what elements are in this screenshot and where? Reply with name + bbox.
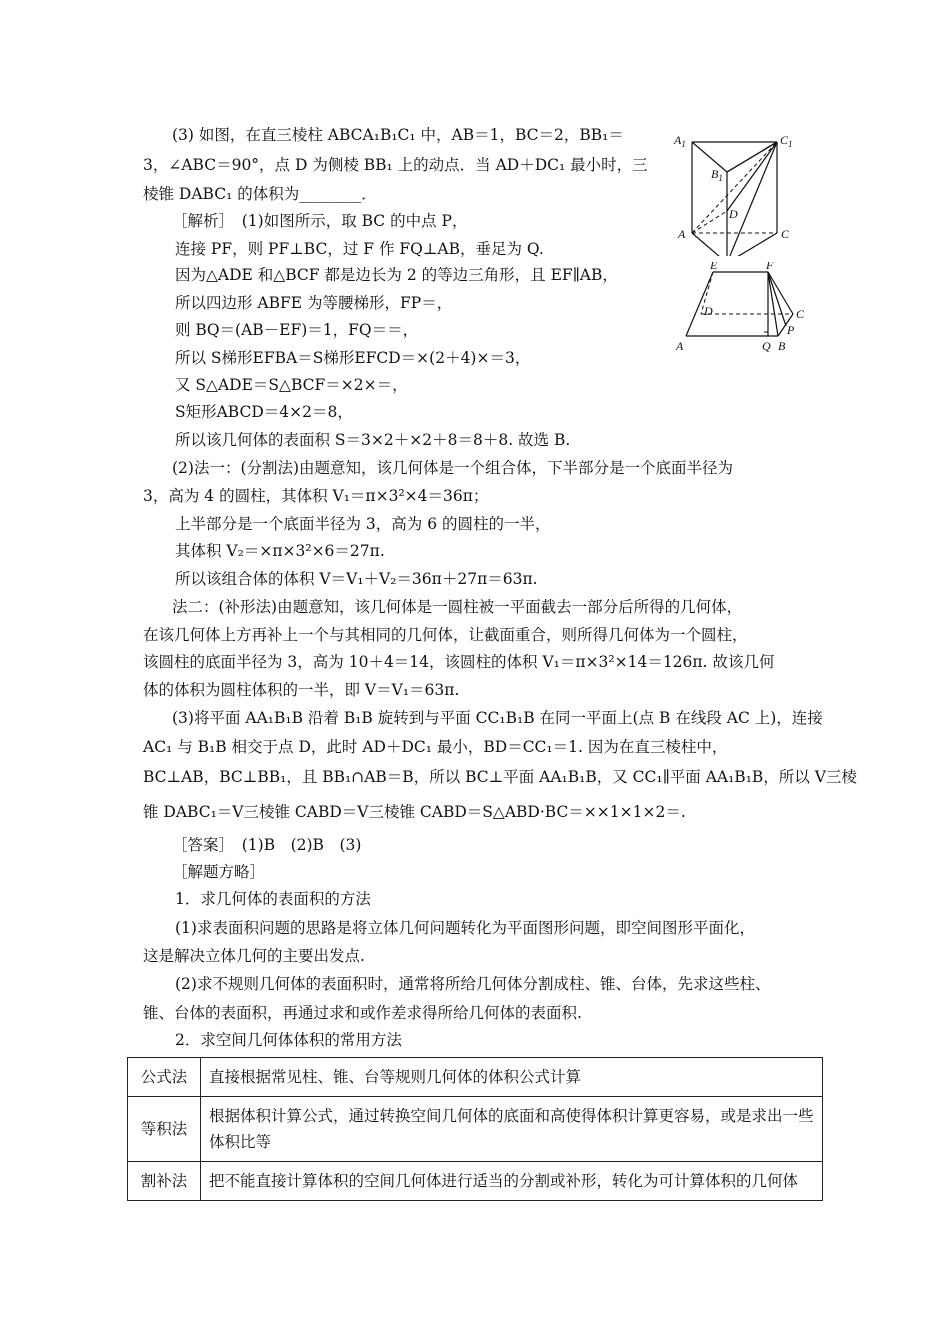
problem3-line-1: (3) 如图，在直三棱柱 ABCA₁B₁C₁ 中，AB＝1，BC＝2，BB₁＝ (172, 126, 624, 144)
solution-line-11: 3，高为 4 的圆柱，其体积 V₁＝π×3²×4＝36π； (143, 487, 489, 505)
method-desc: 直接根据常见柱、锥、台等规则几何体的体积公式计算 (201, 1058, 823, 1097)
volume-methods-table (127, 1057, 823, 1201)
solution-line-3: 因为△ADE 和△BCF 都是边长为 2 的等边三角形，且 EF∥AB， (175, 266, 618, 284)
trap-label-B: B (778, 339, 786, 353)
solution-line-13: 其体积 V₂＝×π×3²×6＝27π. (175, 542, 385, 560)
strategy-line-2: (1)求表面积问题的思路是将立体几何问题转化为平面图形问题，即空间图形平面化， (175, 919, 755, 937)
prism-label-C1: $C_1$ (780, 133, 793, 149)
trap-label-F: F (766, 262, 774, 272)
solution-line-6: 所以 S梯形EFBA＝S梯形EFCD＝×(2＋4)×＝3， (175, 349, 531, 367)
trapezoid-figure (668, 262, 818, 357)
strategy-line-1: 1．求几何体的表面积的方法 (175, 890, 371, 908)
prism-figure (668, 126, 818, 256)
prism-label-A1: $A_1$ (674, 133, 686, 149)
solution-line-10: (2)法一：(分割法)由题意知，该几何体是一个组合体，下半部分是一个底面半径为 (172, 459, 734, 477)
method-name: 割补法 (128, 1162, 201, 1201)
answer-line: ［答案］ (1)B (2)B (3) (172, 836, 362, 854)
prism-label-D: D (729, 207, 738, 221)
solution-line-16: 在该几何体上方再补上一个与其相同的几何体，让截面重合，则所得几何体为一个圆柱， (143, 626, 748, 644)
trap-label-Q: Q (762, 339, 771, 353)
method-desc: 把不能直接计算体积的空间几何体进行适当的分割或补形，转化为可计算体积的几何体 (201, 1162, 823, 1201)
table-row (128, 1162, 823, 1201)
solution-line-2: 连接 PF，则 PF⊥BC，过 F 作 FQ⊥AB，垂足为 Q. (175, 240, 544, 258)
solution-line-20: AC₁ 与 B₁B 相交于点 D，此时 AD＋DC₁ 最小，BD＝CC₁＝1. 因为在直三棱柱中， (143, 738, 728, 756)
problem3-line-3: 棱锥 DABC₁ 的体积为________． (143, 185, 377, 203)
solution-line-17: 该圆柱的底面半径为 3，高为 10＋4＝14，该圆柱的体积 V₁＝π×3²×14＝126π. 故该几何 (143, 653, 775, 671)
solution-line-19: (3)将平面 AA₁B₁B 沿着 B₁B 旋转到与平面 CC₁B₁B 在同一平面上(点 B 在线段 AC 上)，连接 (172, 709, 823, 727)
strategy-line-5: 锥、台体的表面积，再通过求和或作差求得所给几何体的表面积. (143, 1004, 582, 1022)
solution-line-8: S矩形ABCD＝4×2＝8， (175, 403, 353, 421)
method-name: 公式法 (128, 1058, 201, 1097)
solution-line-1: ［解析］ (1)如图所示，取 BC 的中点 P， (172, 212, 468, 230)
solution-line-14: 所以该组合体的体积 V＝V₁＋V₂＝36π＋27π＝63π. (175, 570, 538, 588)
prism-label-A: A (678, 227, 686, 241)
table-row (128, 1097, 823, 1162)
strategy-line-3: 这是解决立体几何的主要出发点. (143, 947, 365, 965)
table-row (128, 1058, 823, 1097)
solution-line-21: BC⊥AB，BC⊥BB₁，且 BB₁∩AB＝B，所以 BC⊥平面 AA₁B₁B，又 CC₁∥平面 AA₁B₁B，所以 V三棱 (143, 768, 857, 786)
strategy-line-6: 2．求空间几何体体积的常用方法 (175, 1031, 402, 1049)
prism-label-B1: $B_1$ (711, 167, 723, 183)
solution-line-7: 又 S△ADE＝S△BCF＝×2×＝， (175, 376, 408, 394)
solution-line-22: 锥 DABC₁＝V三棱锥 CABD＝V三棱锥 CABD＝S△ABD·BC＝××1×1×2＝. (143, 803, 686, 821)
solution-line-4: 所以四边形 ABFE 为等腰梯形，FP＝， (175, 294, 453, 312)
solution-line-15: 法二：(补形法)由题意知，该几何体是一圆柱被一平面截去一部分后所得的几何体， (172, 598, 743, 616)
trap-label-C: C (796, 307, 805, 321)
solution-line-18: 体的体积为圆柱体积的一半，即 V＝V₁＝63π. (143, 681, 460, 699)
trap-label-A: A (676, 339, 684, 353)
solution-line-12: 上半部分是一个底面半径为 3，高为 6 的圆柱的一半， (175, 515, 551, 533)
strategy-heading: ［解题方略］ (172, 863, 266, 881)
solution-line-5: 则 BQ＝(AB－EF)＝1，FQ＝＝， (175, 321, 419, 339)
strategy-line-4: (2)求不规则几何体的表面积时，通常将所给几何体分割成柱、锥、台体，先求这些柱、 (175, 975, 771, 993)
method-desc: 根据体积计算公式，通过转换空间几何体的底面和高使得体积计算更容易，或是求出一些体积比等 (201, 1097, 823, 1162)
trap-label-D: D (704, 304, 713, 318)
trap-label-P: P (787, 323, 795, 337)
solution-line-9: 所以该几何体的表面积 S＝3×2＋×2＋8＝8＋8. 故选 B. (175, 431, 571, 449)
problem3-line-2: 3，∠ABC＝90°，点 D 为侧棱 BB₁ 上的动点．当 AD＋DC₁ 最小时，三 (143, 156, 648, 174)
trap-label-E: E (710, 262, 718, 272)
prism-label-C: C (781, 227, 790, 241)
method-name: 等积法 (128, 1097, 201, 1162)
